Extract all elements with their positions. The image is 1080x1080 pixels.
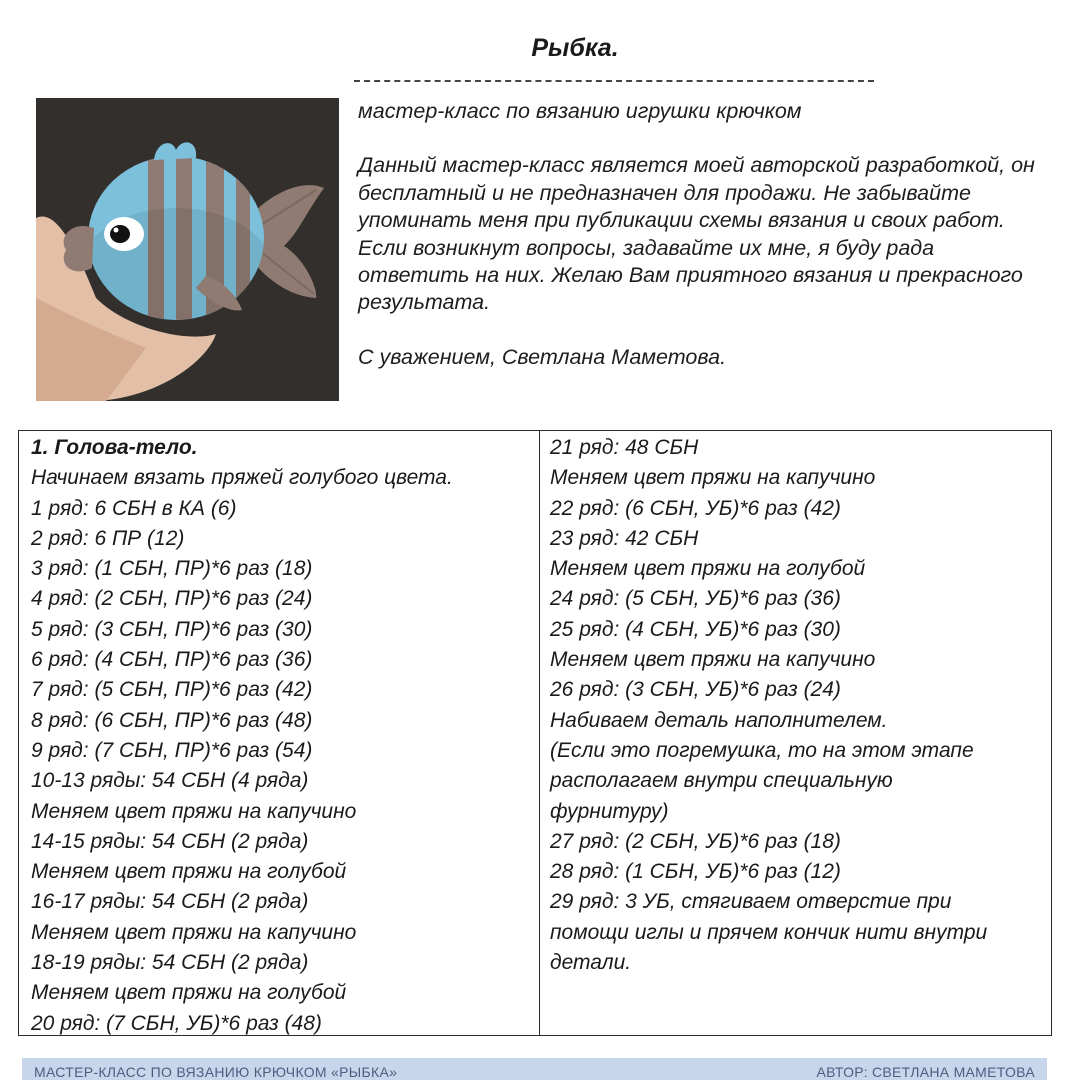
intro-paragraph: Данный мастер-класс является моей авторской разработкой, он бесплатный и не предназначен для продажи. Не забывайте упоминать меня при публикации схемы вязания и своих работ. Если возникнут вопросы, задавайте их мне, я буду рада ответить на них. Желаю Вам приятного вязания и прекрасного результата.: [358, 153, 1035, 315]
pattern-row: Меняем цвет пряжи на голубой: [31, 860, 347, 884]
crochet-fish-toy-photo: [36, 98, 339, 401]
title-divider: [354, 80, 874, 82]
subtitle: мастер-класс по вязанию игрушки крючком: [358, 99, 802, 123]
pattern-row: (Если это погремушка, то на этом этапе: [550, 738, 974, 762]
pattern-row: фурнитуру): [550, 799, 669, 823]
pattern-row: Меняем цвет пряжи на голубой: [550, 557, 866, 581]
page-footer: [22, 1058, 1047, 1080]
pattern-row: 10-13 ряды: 54 СБН (4 ряда): [31, 769, 309, 793]
pattern-row: Меняем цвет пряжи на капучино: [550, 466, 876, 490]
pattern-row: 23 ряд: 42 СБН: [550, 526, 699, 550]
pattern-row: 22 ряд: (6 СБН, УБ)*6 раз (42): [550, 496, 841, 520]
pattern-row: помощи иглы и прячем кончик нити внутри: [550, 920, 988, 944]
pattern-row: 27 ряд: (2 СБН, УБ)*6 раз (18): [550, 829, 841, 853]
pattern-row: 8 ряд: (6 СБН, ПР)*6 раз (48): [31, 708, 313, 732]
pattern-row: 1 ряд: 6 СБН в КА (6): [31, 496, 237, 520]
pattern-row: располагаем внутри специальную: [550, 769, 893, 793]
pattern-column-right: [540, 431, 1051, 1035]
pattern-row: 21 ряд: 48 СБН: [550, 436, 699, 459]
pattern-row: 9 ряд: (7 СБН, ПР)*6 раз (54): [31, 738, 313, 762]
pattern-row: 28 ряд: (1 СБН, УБ)*6 раз (12): [550, 860, 841, 884]
pattern-row: Меняем цвет пряжи на капучино: [550, 648, 876, 672]
pattern-row: 3 ряд: (1 СБН, ПР)*6 раз (18): [31, 557, 313, 581]
pattern-row: 24 ряд: (5 СБН, УБ)*6 раз (36): [550, 587, 841, 611]
pattern-row: Меняем цвет пряжи на голубой: [31, 981, 347, 1005]
pattern-row: 20 ряд: (7 СБН, УБ)*6 раз (48): [31, 1011, 322, 1035]
pattern-row: 4 ряд: (2 СБН, ПР)*6 раз (24): [31, 587, 313, 611]
pattern-row: 29 ряд: 3 УБ, стягиваем отверстие при: [550, 890, 952, 914]
pattern-row: 26 ряд: (3 СБН, УБ)*6 раз (24): [550, 678, 841, 702]
footer-course-title: МАСТЕР-КЛАСС ПО ВЯЗАНИЮ КРЮЧКОМ «РЫБКА»: [34, 1064, 398, 1080]
pattern-row: 18-19 ряды: 54 СБН (2 ряда): [31, 951, 309, 975]
pattern-row: 14-15 ряды: 54 СБН (2 ряда): [31, 829, 309, 853]
pattern-column-left: [19, 431, 540, 1035]
pattern-row: 5 ряд: (3 СБН, ПР)*6 раз (30): [31, 617, 313, 641]
pattern-row: 25 ряд: (4 СБН, УБ)*6 раз (30): [550, 617, 841, 641]
page-title: Рыбка.: [531, 34, 619, 62]
pattern-row: 16-17 ряды: 54 СБН (2 ряда): [31, 890, 309, 914]
section-heading: 1. Голова-тело.: [31, 436, 198, 459]
intro-text: [358, 98, 1048, 371]
footer-author: АВТОР: СВЕТЛАНА МАМЕТОВА: [816, 1064, 1035, 1080]
author-signature: С уважением, Светлана Маметова.: [358, 344, 727, 369]
pattern-row: Начинаем вязать пряжей голубого цвета.: [31, 466, 453, 490]
pattern-row: Набиваем деталь наполнителем.: [550, 708, 888, 732]
pattern-row: 7 ряд: (5 СБН, ПР)*6 раз (42): [31, 678, 313, 702]
pattern-row: детали.: [550, 951, 632, 975]
pattern-row: Меняем цвет пряжи на капучино: [31, 920, 357, 944]
pattern-row: Меняем цвет пряжи на капучино: [31, 799, 357, 823]
pattern-row: 6 ряд: (4 СБН, ПР)*6 раз (36): [31, 648, 313, 672]
pattern-row: 2 ряд: 6 ПР (12): [31, 526, 185, 550]
pattern-table: [18, 430, 1052, 1036]
